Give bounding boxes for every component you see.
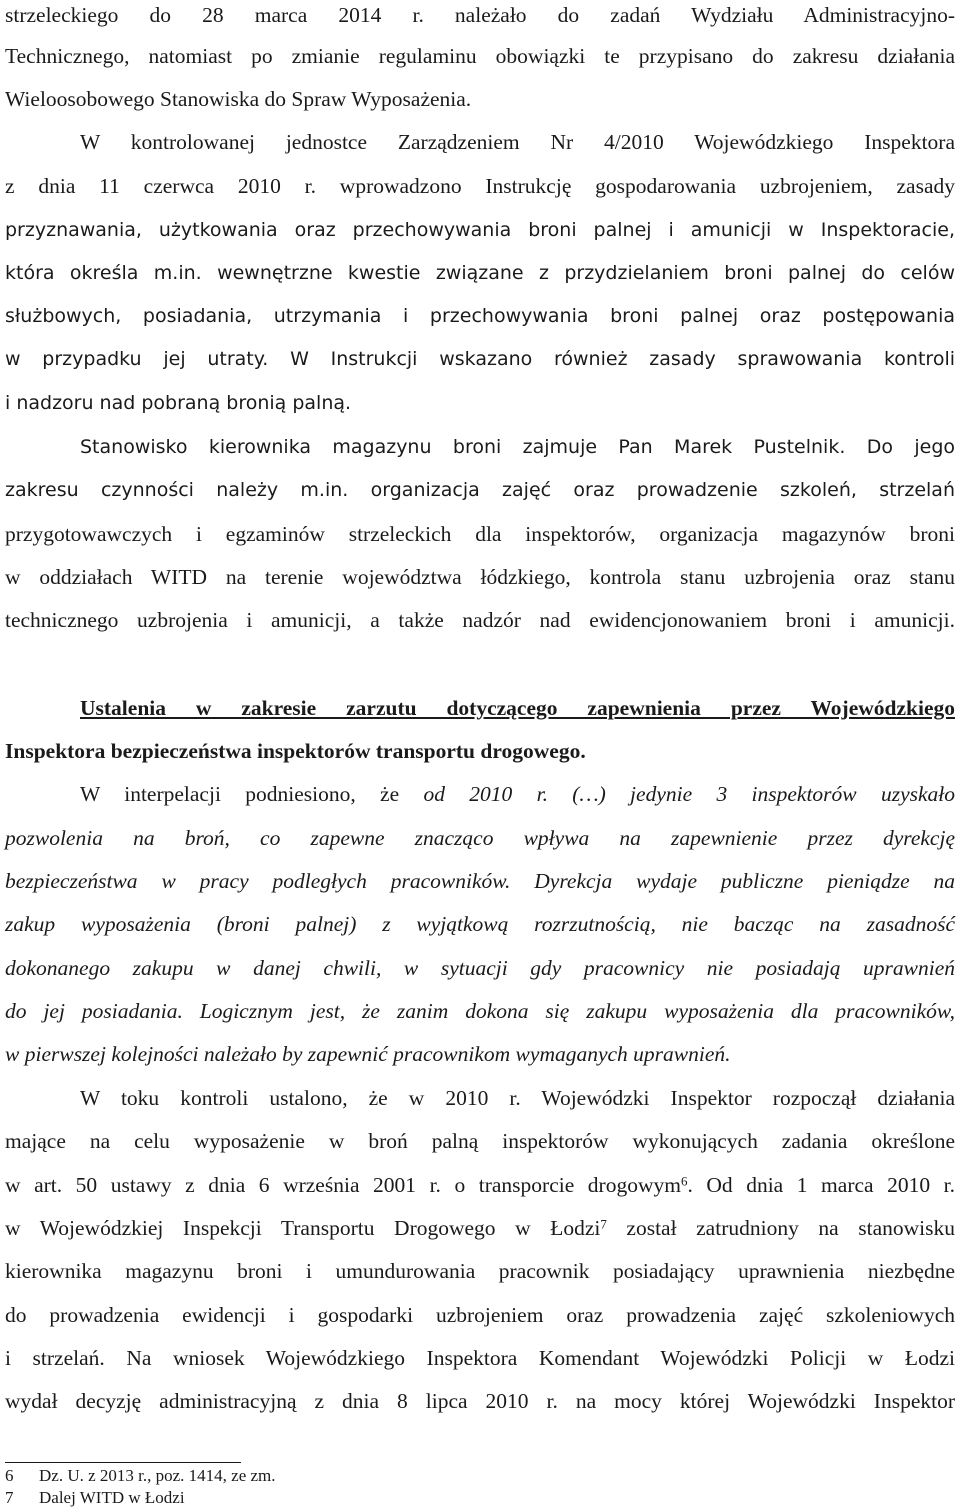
paragraph-2-line-5: służbowych, posiadania, utrzymania i przechowywania broni palnej oraz postępowania	[5, 305, 955, 327]
paragraph-5-line-6: do prowadzenia ewidencji i gospodarki uzbrojeniem oraz prowadzenia zajęć szkoleniowych	[5, 1303, 955, 1327]
paragraph-4-line-4: zakup wyposażenia (broni palnej) z wyjątkową rozrzutnością, nie bacząc na zasadność	[5, 912, 955, 936]
paragraph-5-line-5: kierownika magazynu broni i umundurowania pracownik posiadający uprawnienia niezbędne	[5, 1259, 955, 1283]
interpellation-intro: W interpelacji podniesiono, że	[80, 782, 424, 806]
footnote-text: Dalej WITD w Łodzi	[39, 1488, 185, 1507]
employment-text: został zatrudniony na stanowisku	[606, 1216, 955, 1240]
witd-name-text: w Wojewódzkiej Inspekcji Transportu Drogowego w Łodzi	[5, 1216, 601, 1240]
paragraph-4-line-7: w pierwszej kolejności należało by zapewnić pracownikom wymaganych uprawnień.	[5, 1042, 731, 1066]
paragraph-5-line-8: wydał decyzję administracyjną z dnia 8 lipca 2010 r. na mocy której Wojewódzki Inspektor	[5, 1389, 955, 1413]
paragraph-4-line-6: do jej posiadania. Logicznym jest, że zanim dokona się zakupu wyposażenia dla pracowników,	[5, 999, 955, 1023]
paragraph-5-line-7: i strzelań. Na wniosek Wojewódzkiego Inspektora Komendant Wojewódzki Policji w Łodzi	[5, 1346, 955, 1370]
interpellation-quote-start: od 2010 r. (…) jedynie 3 inspektorów uzyskało	[423, 782, 955, 806]
footnote-separator	[5, 1462, 241, 1463]
paragraph-5-line-4	[5, 1213, 955, 1243]
footnote-ref-7[interactable]: 7	[600, 1216, 607, 1232]
paragraph-2-line-3: przyznawania, użytkowania oraz przechowywania broni palnej i amunicji w Inspektoracie,	[5, 219, 955, 241]
footnote-number: 7	[5, 1488, 14, 1507]
paragraph-3-line-3: przygotowawczych i egzaminów strzeleckich dla inspektorów, organizacja magazynów broni	[5, 522, 955, 546]
paragraph-2-line-4: która określa m.in. wewnętrzne kwestie związane z przydzielaniem broni palnej do celów	[5, 262, 955, 284]
paragraph-2-line-1: W kontrolowanej jednostce Zarządzeniem Nr 4/2010 Wojewódzkiego Inspektora	[80, 130, 955, 154]
act-reference-text: w art. 50 ustawy z dnia 6 września 2001 r. o transporcie drogowym	[5, 1173, 681, 1197]
footnote-ref-6[interactable]: 6	[680, 1173, 688, 1189]
section-heading-line-2: Inspektora bezpieczeństwa inspektorów transportu drogowego.	[5, 739, 586, 763]
start-date-text: . Od dnia 1 marca 2010 r.	[687, 1173, 955, 1197]
paragraph-2-line-6: w przypadku jej utraty. W Instrukcji wskazano również zasady sprawowania kontroli	[5, 348, 955, 370]
paragraph-4-line-5: dokonanego zakupu w danej chwili, w sytuacji gdy pracownicy nie posiadają uprawnień	[5, 956, 955, 980]
paragraph-5-line-2: mające na celu wyposażenie w broń palną inspektorów wykonujących zadania określone	[5, 1129, 955, 1153]
footnote-7	[5, 1488, 185, 1508]
paragraph-3-line-2: zakresu czynności należy m.in. organizacja zajęć oraz prowadzenie szkoleń, strzelań	[5, 479, 955, 501]
paragraph-3-line-5: technicznego uzbrojenia i amunicji, a także nadzór nad ewidencjonowaniem broni i amunicji.	[5, 608, 955, 632]
footnote-number: 6	[5, 1466, 14, 1485]
paragraph-5-line-1: W toku kontroli ustalono, że w 2010 r. Wojewódzki Inspektor rozpoczął działania	[80, 1086, 955, 1110]
heading-underlined-text: Ustalenia w zakresie zarzutu dotyczącego zapewnienia przez Wojewódzkiego	[80, 696, 955, 720]
paragraph-1-line-3: Wieloosobowego Stanowiska do Spraw Wyposażenia.	[5, 87, 472, 111]
footnote-text: Dz. U. z 2013 r., poz. 1414, ze zm.	[39, 1466, 276, 1485]
paragraph-5-line-3	[5, 1170, 955, 1200]
paragraph-1-line-1: strzeleckiego do 28 marca 2014 r. należało do zadań Wydziału Administracyjno-	[5, 3, 955, 27]
paragraph-3-line-4: w oddziałach WITD na terenie województwa łódzkiego, kontrola stanu uzbrojenia oraz stanu	[5, 565, 955, 589]
section-heading-line-1	[80, 693, 955, 723]
paragraph-2-line-2: z dnia 11 czerwca 2010 r. wprowadzono Instrukcję gospodarowania uzbrojeniem, zasady	[5, 174, 955, 198]
paragraph-4-line-3: bezpieczeństwa w pracy podległych pracowników. Dyrekcja wydaje publiczne pieniądze na	[5, 869, 955, 893]
paragraph-1-line-2: Technicznego, natomiast po zmianie regulaminu obowiązki te przypisano do zakresu działania	[5, 44, 955, 68]
footnote-6	[5, 1466, 276, 1486]
paragraph-2-line-7: i nadzoru nad pobraną bronią palną.	[5, 392, 352, 414]
paragraph-4-line-1	[80, 779, 955, 809]
paragraph-3-line-1: Stanowisko kierownika magazynu broni zajmuje Pan Marek Pustelnik. Do jego	[80, 436, 955, 458]
paragraph-4-line-2: pozwolenia na broń, co zapewne znacząco wpływa na zapewnienie przez dyrekcję	[5, 826, 955, 850]
